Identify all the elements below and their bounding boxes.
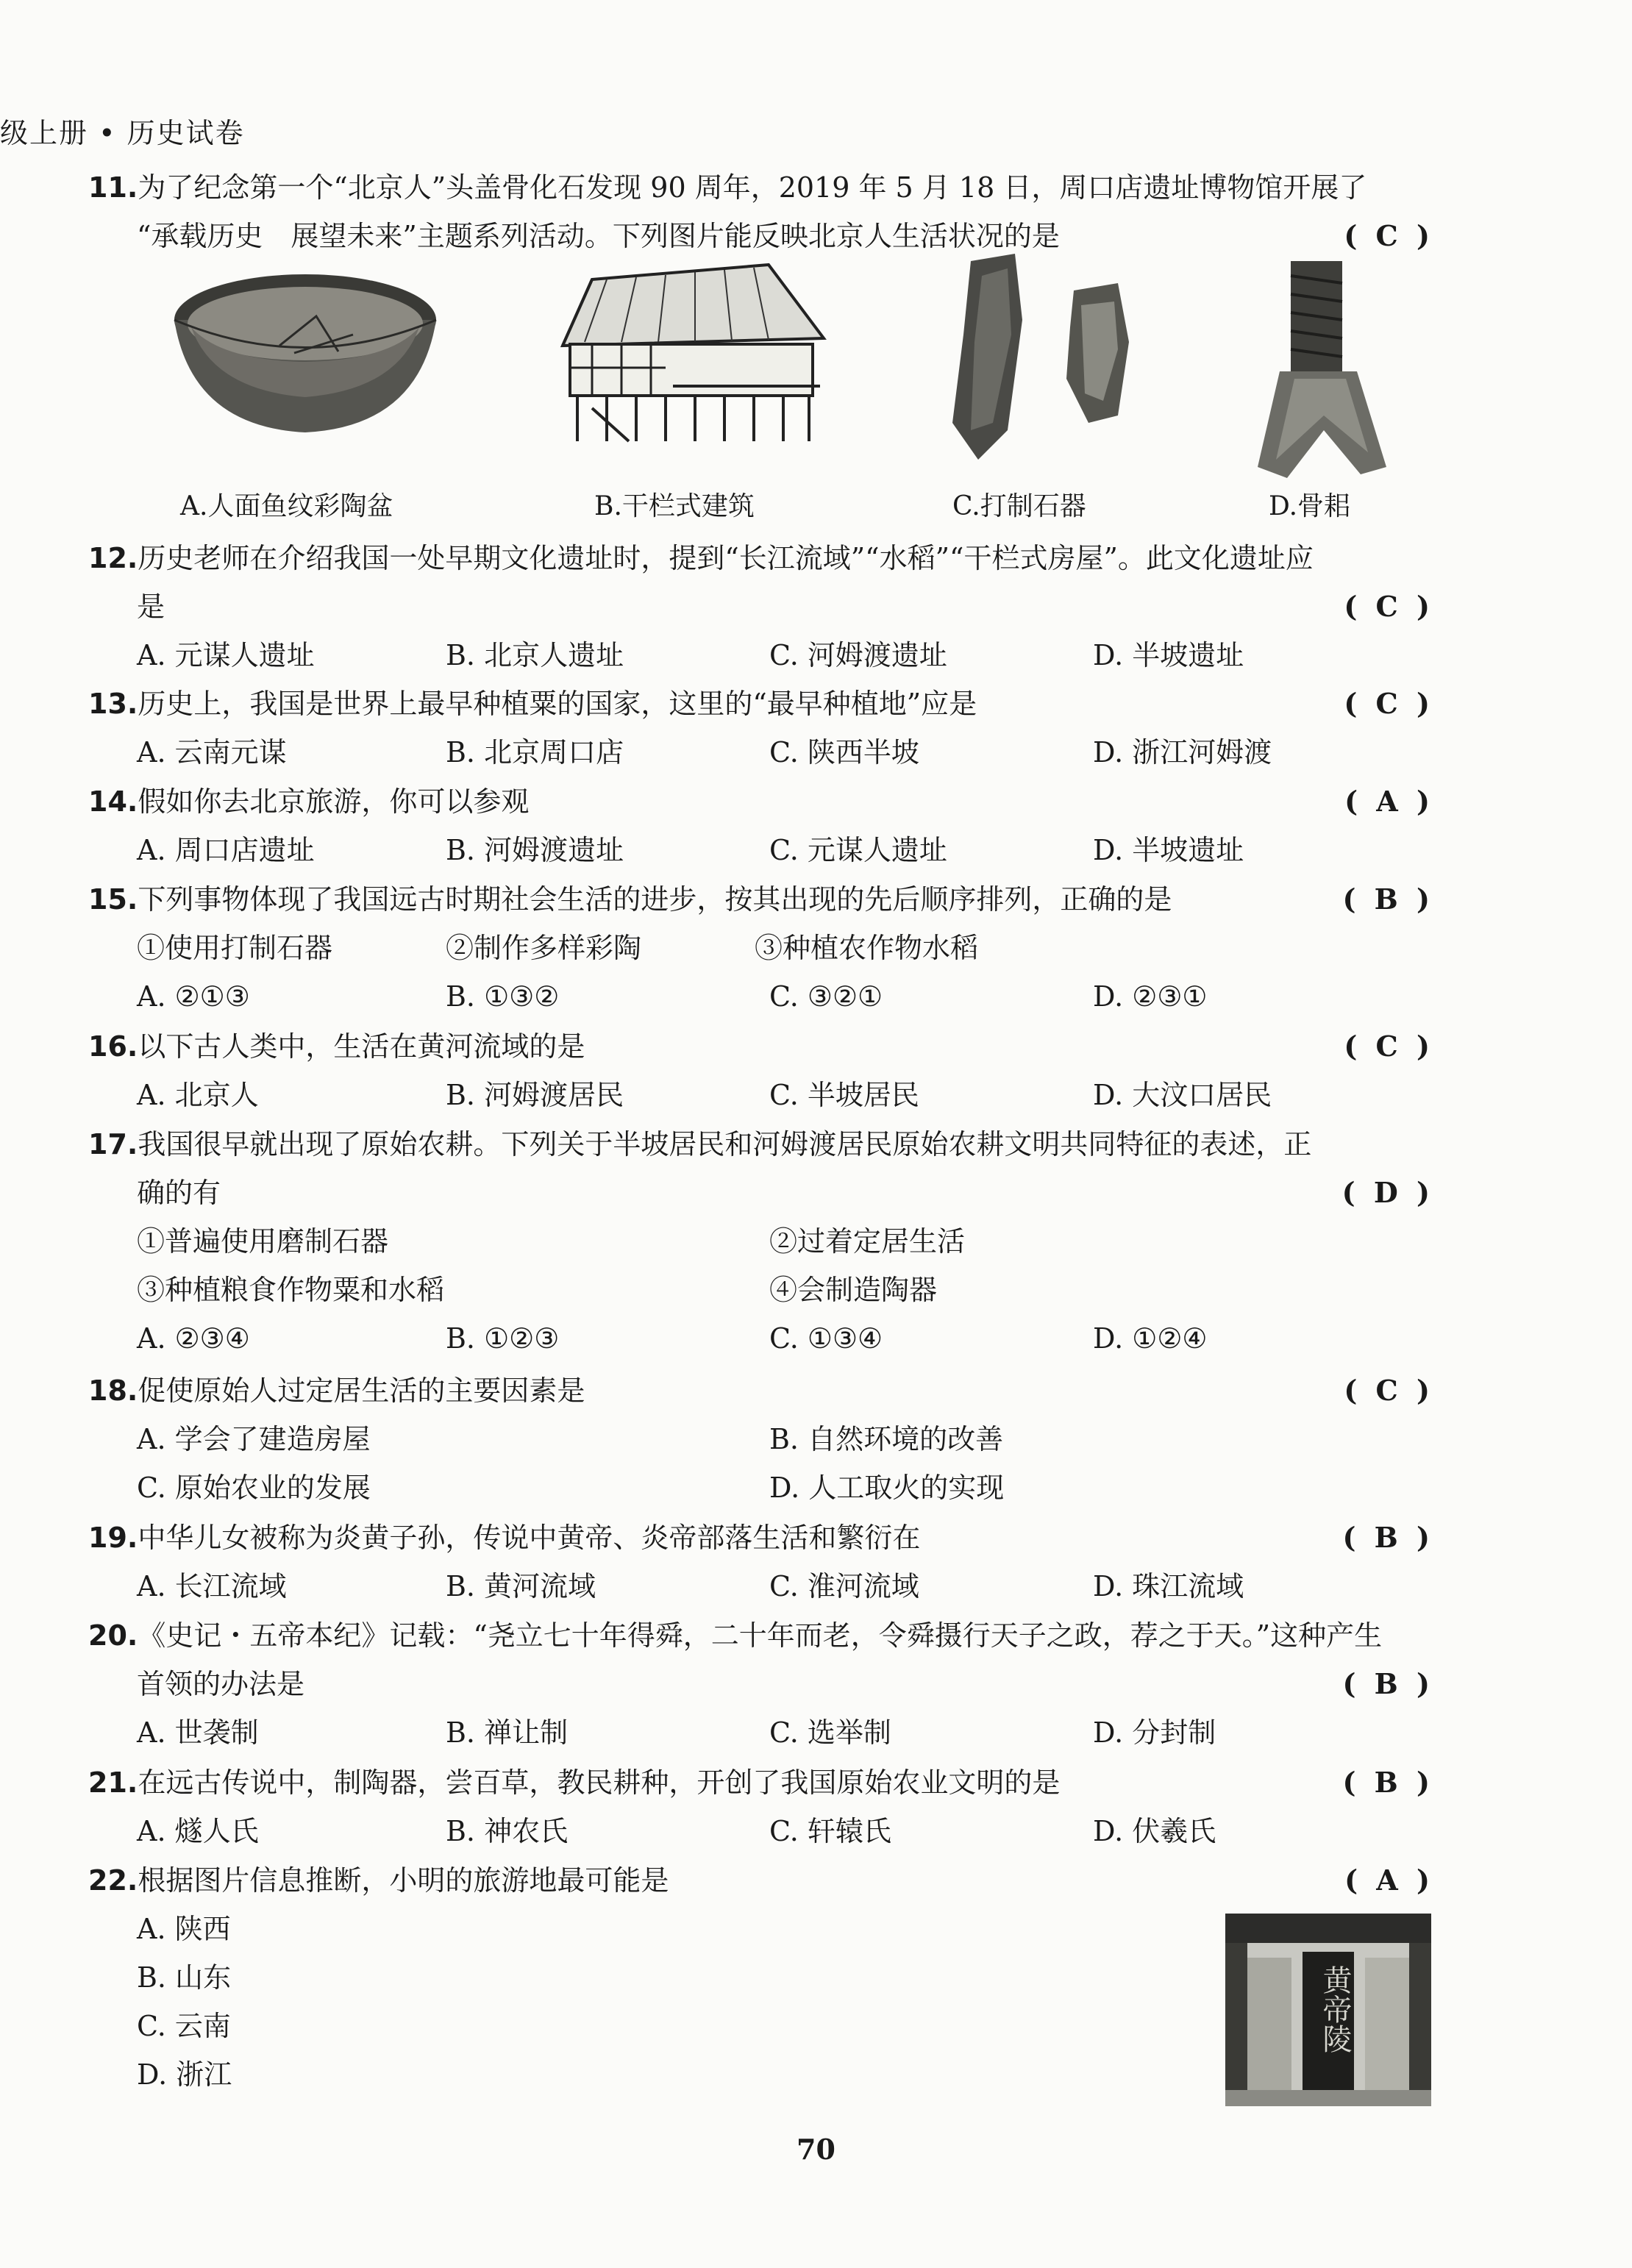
question-number: 20.: [88, 1619, 138, 1652]
question-stem: 以下古人类中，生活在黄河流域的是: [138, 1030, 585, 1063]
question-17: [88, 1120, 1434, 1363]
question-stem: 中华儿女被称为炎黄子孙，传说中黄帝、炎帝部落生活和繁衍在: [138, 1522, 921, 1554]
statement-2: ②制作多样彩陶: [446, 932, 642, 964]
answer: ( C ): [1344, 590, 1434, 623]
answer: ( C ): [1344, 1030, 1434, 1063]
option-a: A. 世袭制: [137, 1716, 259, 1749]
question-stem: 假如你去北京旅游，你可以参观: [138, 785, 530, 818]
figure-caption: C.打制石器: [952, 491, 1086, 521]
option-d: D. 半坡遗址: [1093, 834, 1244, 866]
option-a: A. 陕西: [137, 1913, 231, 1945]
figure-caption: D.骨耜: [1269, 491, 1351, 521]
question-14: [88, 777, 1434, 874]
question-13: [88, 680, 1434, 777]
question-16: [88, 1022, 1434, 1119]
option-a: A. 云南元谋: [137, 736, 287, 769]
question-number: 16.: [88, 1030, 138, 1063]
option-d: D. 珠江流域: [1093, 1570, 1244, 1602]
answer: ( A ): [1344, 1864, 1434, 1897]
option-d: D. 半坡遗址: [1093, 639, 1244, 671]
huangdi-mausoleum-photo: [1225, 1914, 1431, 2106]
answer: ( C ): [1344, 219, 1434, 252]
option-c: C. 半坡居民: [769, 1079, 919, 1111]
answer: ( C ): [1344, 687, 1434, 720]
option-c: C. 原始农业的发展: [137, 1472, 371, 1504]
question-stem: 确的有: [137, 1177, 221, 1209]
option-c: C. 元谋人遗址: [769, 834, 947, 866]
option-a: A. 长江流域: [137, 1570, 287, 1602]
option-a: A. 北京人: [137, 1079, 259, 1111]
option-a: A. ②③④: [137, 1322, 250, 1355]
statement-3: ③种植农作物水稻: [755, 932, 979, 964]
option-b: B. 北京人遗址: [446, 639, 624, 671]
answer: ( B ): [1342, 1766, 1434, 1799]
answer: ( B ): [1342, 1667, 1434, 1700]
option-d: D. ②③①: [1093, 980, 1208, 1013]
question-stem: 下列事物体现了我国远古时期社会生活的进步，按其出现的先后顺序排列，正确的是: [138, 883, 1172, 916]
statement-1: ①普遍使用磨制石器: [137, 1225, 389, 1258]
question-number: 17.: [88, 1128, 138, 1160]
page-number: 70: [797, 2133, 835, 2166]
option-d: D. 浙江: [137, 2058, 232, 2091]
option-b: B. 河姆渡遗址: [446, 834, 624, 866]
question-number: 18.: [88, 1374, 138, 1407]
option-a: A. 燧人氏: [137, 1815, 259, 1847]
answer: ( A ): [1344, 785, 1434, 818]
stilt-house-image: [548, 257, 835, 449]
option-a: A. ②①③: [137, 980, 250, 1013]
option-c: C. 云南: [137, 2010, 231, 2042]
option-b: B. 自然环境的改善: [769, 1423, 1004, 1455]
option-b: B. 神农氏: [446, 1815, 569, 1847]
option-c: C. 陕西半坡: [769, 736, 919, 769]
option-b: B. ①③②: [446, 980, 560, 1013]
question-stem: 为了纪念第一个“北京人”头盖骨化石发现 90 周年，2019 年 5 月 18 日，周口店遗址博物馆开展了: [138, 171, 1367, 204]
option-b: B. 河姆渡居民: [446, 1079, 624, 1111]
option-c: C. 轩辕氏: [769, 1815, 891, 1847]
stone-tools-image: [941, 246, 1162, 467]
option-a: A. 学会了建造房屋: [137, 1423, 371, 1455]
question-number: 14.: [88, 785, 138, 818]
question-18: [88, 1366, 1434, 1512]
statement-1: ①使用打制石器: [137, 932, 333, 964]
figure-caption: B.干栏式建筑: [594, 491, 755, 521]
stele-inscription: 黄帝陵: [1318, 1965, 1352, 2053]
option-c: C. ③②①: [769, 980, 883, 1013]
question-stem: 历史上，我国是世界上最早种植粟的国家，这里的“最早种植地”应是: [138, 688, 977, 720]
question-number: 21.: [88, 1766, 138, 1799]
option-c: C. ①③④: [769, 1322, 883, 1355]
question-number: 12.: [88, 542, 138, 574]
option-d: D. 伏羲氏: [1093, 1815, 1216, 1847]
question-stem: 是: [137, 591, 165, 623]
answer: ( B ): [1342, 882, 1434, 916]
option-b: B. 山东: [137, 1961, 232, 1994]
option-d: D. 大汶口居民: [1093, 1079, 1272, 1111]
statement-4: ④会制造陶器: [769, 1274, 938, 1306]
option-d: D. ①②④: [1093, 1322, 1208, 1355]
option-b: B. ①②③: [446, 1322, 560, 1355]
statement-3: ③种植粮食作物粟和水稻: [137, 1274, 445, 1306]
option-c: C. 河姆渡遗址: [769, 639, 947, 671]
option-b: B. 禅让制: [446, 1716, 569, 1749]
figure-caption: A.人面鱼纹彩陶盆: [180, 491, 393, 521]
question-number: 11.: [88, 171, 138, 204]
option-d: D. 人工取火的实现: [769, 1472, 1005, 1504]
option-b: B. 黄河流域: [446, 1570, 596, 1602]
question-stem: 根据图片信息推断，小明的旅游地最可能是: [138, 1864, 669, 1897]
question-12: [88, 534, 1434, 680]
question-20: [88, 1611, 1434, 1757]
question-stem: 历史老师在介绍我国一处早期文化遗址时，提到“长江流域”“水稻”“干栏式房屋”。此文化遗址应: [138, 542, 1314, 574]
option-a: A. 元谋人遗址: [137, 639, 315, 671]
option-c: C. 淮河流域: [769, 1570, 919, 1602]
answer: ( B ): [1342, 1521, 1434, 1554]
question-stem: 在远古传说中，制陶器，尝百草，教民耕种，开创了我国原始农业文明的是: [138, 1766, 1061, 1799]
question-stem: 首领的办法是: [137, 1668, 305, 1700]
option-a: A. 周口店遗址: [137, 834, 315, 866]
option-d: D. 分封制: [1093, 1716, 1216, 1749]
pottery-basin-image: [169, 265, 441, 441]
figure-row: [0, 265, 1632, 537]
question-19: [88, 1513, 1434, 1611]
question-11: [88, 163, 1434, 260]
option-c: C. 选举制: [769, 1716, 891, 1749]
question-number: 13.: [88, 688, 138, 720]
answer: ( C ): [1344, 1374, 1434, 1407]
bone-spade-image: [1250, 261, 1397, 482]
question-stem: 《史记・五帝本纪》记载：“尧立七十年得舜，二十年而老，令舜摄行天子之政，荐之于天。”这种产生: [138, 1619, 1383, 1652]
answer: ( D ): [1341, 1176, 1434, 1209]
option-d: D. 浙江河姆渡: [1093, 736, 1272, 769]
question-stem: “承载历史 展望未来”主题系列活动。下列图片能反映北京人生活状况的是: [137, 220, 1060, 252]
question-number: 15.: [88, 883, 138, 916]
page-header: 级上册 • 历史试卷: [0, 117, 245, 149]
option-b: B. 北京周口店: [446, 736, 624, 769]
question-number: 22.: [88, 1864, 138, 1897]
question-21: [88, 1758, 1434, 1855]
statement-2: ②过着定居生活: [769, 1225, 966, 1258]
question-stem: 我国很早就出现了原始农耕。下列关于半坡居民和河姆渡居民原始农耕文明共同特征的表述，正: [138, 1128, 1312, 1160]
question-15: [88, 875, 1434, 1021]
question-stem: 促使原始人过定居生活的主要因素是: [138, 1374, 585, 1407]
question-number: 19.: [88, 1522, 138, 1554]
